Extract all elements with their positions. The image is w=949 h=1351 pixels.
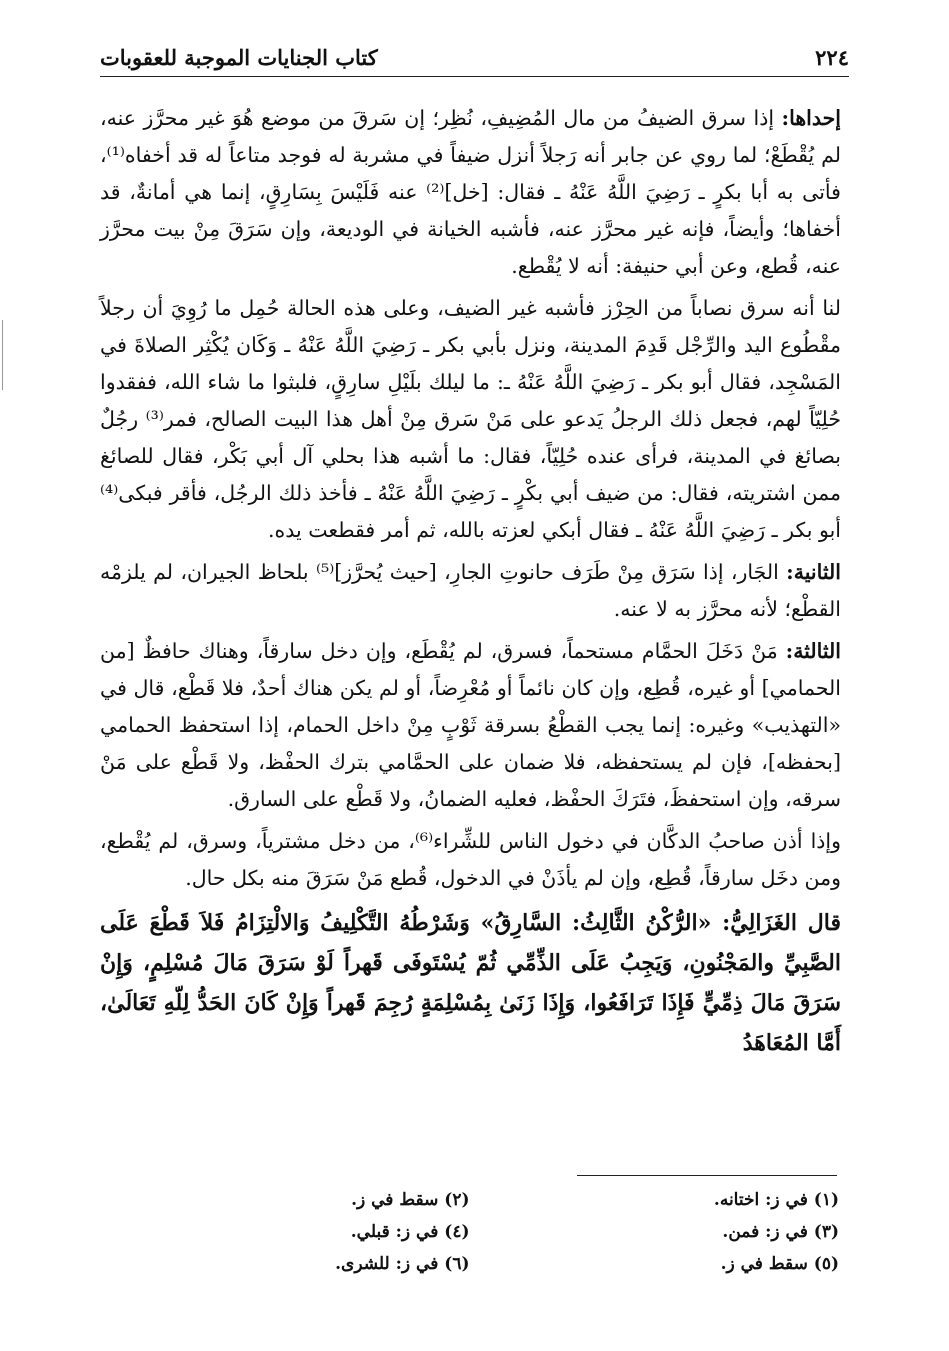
page-header	[100, 38, 849, 77]
footnote-text: في ز: فمن.	[722, 1222, 808, 1242]
footnote-number: (٥)	[813, 1254, 839, 1274]
footnote-number: (٦)	[444, 1254, 470, 1274]
paragraph-lead: الثانية:	[786, 560, 841, 584]
paragraph-text: إذا سرق الضيفُ من مال المُضِيفِ، نُظِر؛ إن سَرقَ من موضع هُوَ غير محرَّز عنه، لم يُقْطَعْ؛ لما روي عن جابر أنه رَجلاً أنزل ضيفاً في مشربة له فوجد متاعاً له قد أخفاه⁽¹⁾، فأتى به أبا بكرٍ ـ رَضِيَ اللَّهُ عَنْهُ ـ فقال: [خل]⁽²⁾ عنه فَلَيْسَ بِسَارِقٍ، إنما هي أمانةٌ، قد أخفاها؛ وأيضاً، فإنه غير محرَّز عنه، فأشبه الخيانة في الوديعة، وإن سَرَقَ مِنْ بيت محرَّز عنه، قُطع، وعن أبي حنيفة: أنه لا يُقْطع.	[100, 106, 841, 278]
footnote-number: (١)	[813, 1190, 839, 1210]
paragraph-2	[100, 290, 841, 549]
paragraph-3	[100, 554, 841, 628]
margin-mark	[2, 320, 9, 390]
footnote-text: في ز: اختانه.	[713, 1190, 808, 1210]
footnote-1	[570, 1186, 840, 1214]
main-text	[100, 100, 841, 1068]
paragraph-lead: الثالثة:	[785, 639, 841, 663]
footnote-number: (٤)	[444, 1222, 470, 1242]
paragraph-text: وإذا أذن صاحبُ الدكَّان في دخول الناس للشِّراء⁽⁶⁾، من دخل مشترياً، وسرق، لم يُقْطع، ومن دخَل سارقاً، قُطِع، وإن لم يأذَنْ في الدخول، قُطع مَنْ سَرَقَ منه بكل حال.	[100, 829, 841, 890]
paragraph-1	[100, 100, 841, 285]
footnote-text: سقط في ز.	[351, 1190, 439, 1210]
footnotes	[200, 1186, 839, 1278]
footnote-text: في ز: قبلي.	[350, 1222, 439, 1242]
quote-text: «الرُّكْنُ الثَّالِثُ: السَّارِقُ» وَشَرْطُهُ التَّكْلِيفُ وَالالْتِزَامُ فَلاَ قَطْعَ عَلَى الصَّبِيِّ والمَجْنُونِ، وَيَجِبُ عَلَى الذِّمِّي ثُمّ يُسْتَوفَى قَهراً لَوْ سَرَقَ مَالَ مُسْلِمٍ، وَإِنْ سَرَقَ مَالَ ذِمِّيٍّ فَإِذَا تَرَافَعُوا، وَإِذَا زَنَىٰ بِمُسْلِمَةٍ رُجِمَ قَهراً وَإِنْ كَانَ الحَدُّ لِلّهِ تَعَالَىٰ، أَمَّا المُعَاهَدُ	[100, 910, 841, 1056]
footnote-number: (٢)	[444, 1190, 470, 1210]
page-number: ٢٢٤	[815, 44, 849, 70]
paragraph-text: الجَار، إذا سَرَق مِنْ طَرَف حانوتِ الجارِ، [حيث يُحرَّز]⁽⁵⁾ بلحاظ الجيران، لم يلزمْه القطْع؛ لأنه محرَّز به لا عنه.	[100, 560, 841, 621]
footnote-3	[570, 1218, 840, 1246]
footnote-4	[200, 1218, 470, 1246]
footnote-divider	[577, 1175, 837, 1176]
ghazali-quote	[100, 903, 841, 1063]
footnote-text: سقط في ز.	[720, 1254, 808, 1274]
running-title: كتاب الجنايات الموجبة للعقوبات	[100, 44, 378, 70]
paragraph-lead: إحداها:	[781, 106, 841, 130]
paragraph-text: مَنْ دَخَلَ الحمَّام مستحماً، فسرق، لم يُقْطَع، وإن دخل سارقاً، وهناك حافظٌ [من الحمامي] أو غيره، قُطِع، وإن كان نائماً أو مُعْرِضاً، أو لم يكن هناك أحدٌ، فلا قَطْع، قال في «التهذيب» وغيره: إنما يجب القطْعُ بسرقة ثَوْبٍ مِنْ داخل الحمام، إذا استحفظ الحمامي [بحفظه]، فإن لم يستحفظه، فلا ضمان على الحمَّامي بترك الحفْظ، ولا قَطْع على مَنْ سرقه، وإن استحفظَ، فتَرَكَ الحفْظ، فعليه الضمانُ، ولا قَطْع على السارق.	[100, 639, 841, 811]
quote-lead: قال الغَزَالِيُّ:	[722, 910, 841, 936]
footnote-5	[570, 1250, 840, 1278]
paragraph-text: لنا أنه سرق نصاباً من الحِرْز فأشبه غير الضيف، وعلى هذه الحالة حُمِل ما رُوِيَ أن رجلاً مقْطُوع اليد والرِّجْل قَدِمَ المدينة، ونزل بأبي بكر ـ رَضِيَ اللَّهُ عَنْهُ ـ وَكَان يُكْثِر الصلاةَ في المَسْجِد، فقال أبو بكر ـ رَضِيَ اللَّهُ عَنْهُ ـ: ما ليلك بلَيْلِ سارِقٍ، فلبثوا ما شاء الله، ففقدوا حُلِيّاً لهم، فجعل ذلك الرجلُ يَدعو على مَنْ سَرق مِنْ أهل هذا البيت الصالح، فمر⁽³⁾ رجُلٌ بصائغ في المدينة، فرأى عنده حُلِيّاً، فقال: ما أشبه هذا بحلي آل أبي بَكْر، فقال للصائغ ممن اشتريته، فقال: من ضيف أبي بكْرٍ ـ رَضِيَ اللَّهُ عَنْهُ ـ فأخذ ذلك الرجُل، فأقر فبكى⁽⁴⁾ أبو بكر ـ رَضِيَ اللَّهُ عَنْهُ ـ فقال أبكي لعزته بالله، ثم أمر فقطعت يده.	[100, 296, 841, 542]
paragraph-4	[100, 633, 841, 818]
footnote-2	[200, 1186, 470, 1214]
footnote-number: (٣)	[813, 1222, 839, 1242]
footnote-6	[200, 1250, 470, 1278]
paragraph-5	[100, 823, 841, 897]
footnote-text: في ز: للشرى.	[335, 1254, 439, 1274]
